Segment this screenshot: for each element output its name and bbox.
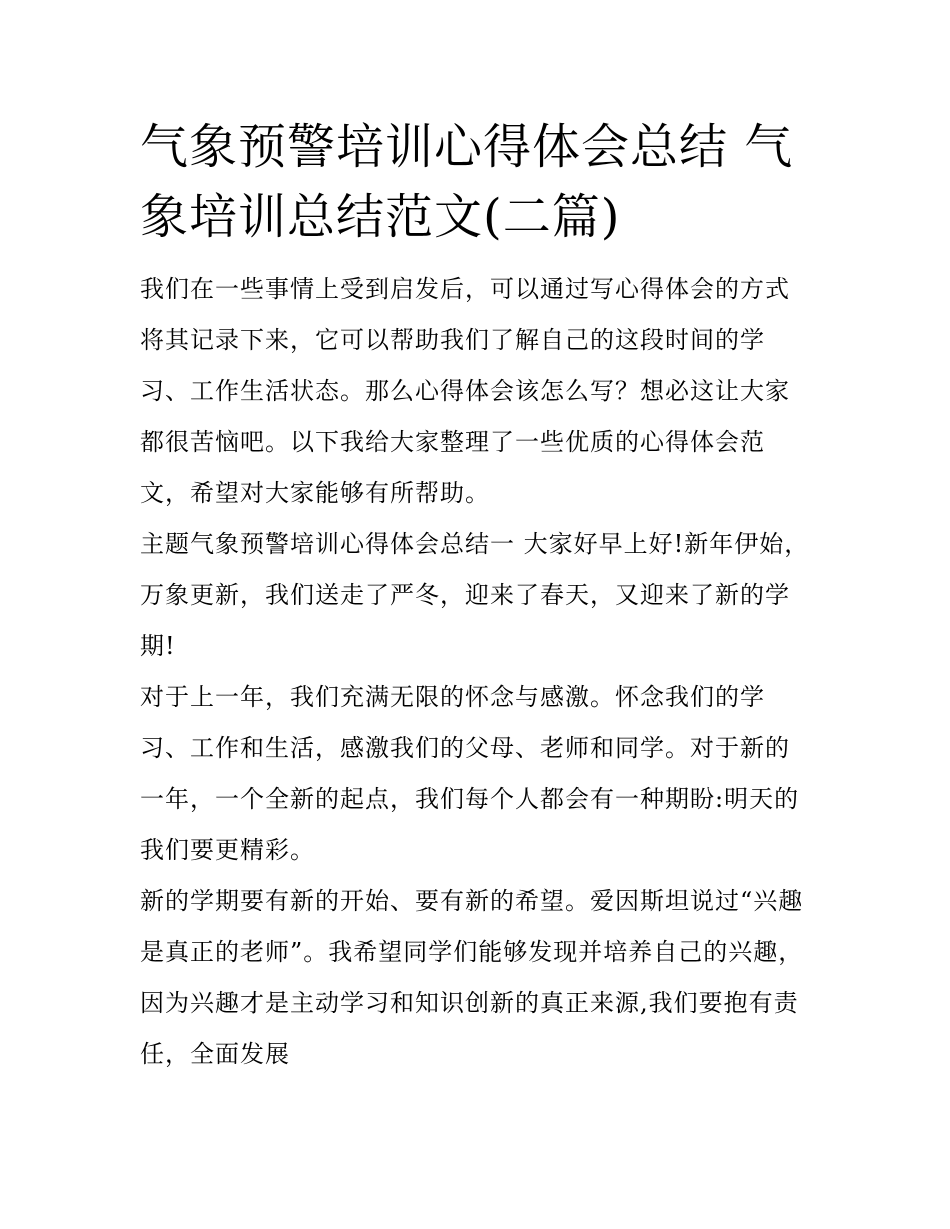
paragraph-new-semester: 新的学期要有新的开始、要有新的希望。爱因斯坦说过“兴趣是真正的老师”。我希望同学们能够发现并培养自己的兴趣，因为兴趣才是主动学习和知识创新的真正来源,我们要抱有责任，全面发展	[140, 887, 804, 1068]
document-title: 气象预警培训心得体会总结 气象培训总结范文(二篇)	[140, 119, 794, 245]
paragraph-intro: 我们在一些事情上受到启发后，可以通过写心得体会的方式将其记录下来，它可以帮助我们了解自己的这段时间的学习、工作生活状态。那么心得体会该怎么写？想必这让大家都很苦恼吧。以下我给大家整理了一些优质的心得体会范文，希望对大家能够有所帮助。	[140, 275, 790, 507]
document-page	[140, 112, 812, 1080]
paragraph-past-year: 对于上一年，我们充满无限的怀念与感激。怀念我们的学习、工作和生活，感激我们的父母、老师和同学。对于新的一年，一个全新的起点，我们每个人都会有一种期盼:明天的我们要更精彩。	[140, 683, 800, 864]
paragraph-greeting: 主题气象预警培训心得体会总结一 大家好早上好!新年伊始，万象更新，我们送走了严冬，迎来了春天，又迎来了新的学期!	[140, 530, 810, 660]
